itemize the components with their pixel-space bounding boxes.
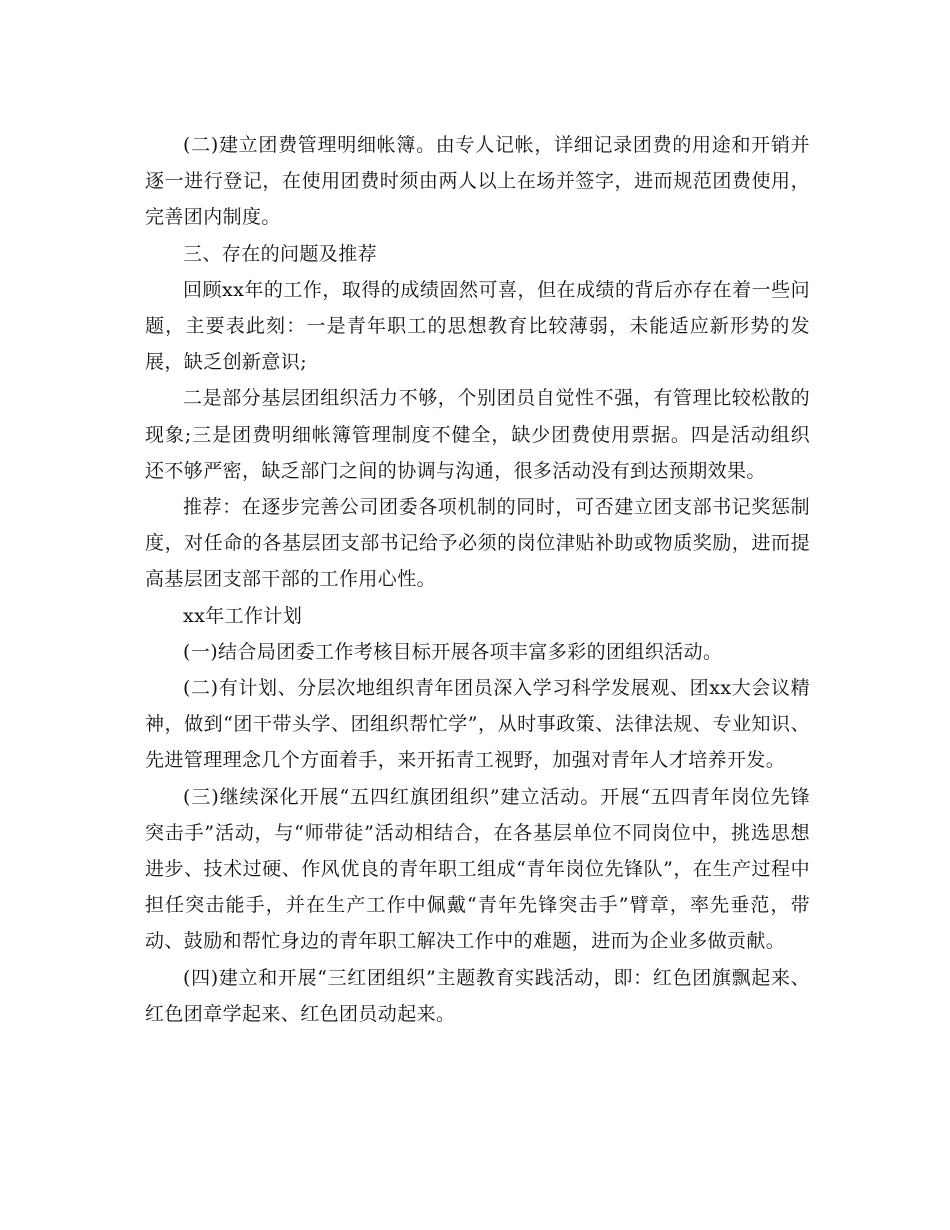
paragraph-team-fee-ledger: (二)建立团费管理明细帐簿。由专人记帐，详细记录团费的用途和开销并逐一进行登记，在使用团费时须由两人以上在场并签字，进而规范团费使用，完善团内制度。 xyxy=(145,134,810,229)
plan-item-1: (一)结合局团委工作考核目标开展各项丰富多彩的团组织活动。 xyxy=(183,640,723,663)
plan-item-2: (二)有计划、分层次地组织青年团员深入学习科学发展观、团xx大会议精神，做到“团干带头学、团组织帮忙学”，从时事政策、法律法规、专业知识、先进管理理念几个方面着手，来开拓青工视野，加强对青年人才培养开发。 xyxy=(145,677,810,772)
section-heading-work-plan: xx年工作计划 xyxy=(183,604,303,627)
plan-item-4: (四)建立和开展“三红团组织”主题教育实践活动，即：红色团旗飘起来、红色团章学起来、红色团员动起来。 xyxy=(145,966,810,1025)
paragraph-recommendation: 推荐：在逐步完善公司团委各项机制的同时，可否建立团支部书记奖惩制度，对任命的各基层团支部书记给予必须的岗位津贴补助或物质奖励，进而提高基层团支部干部的工作用心性。 xyxy=(145,496,810,591)
section-heading-problems: 三、存在的问题及推荐 xyxy=(183,242,378,265)
document-body xyxy=(145,127,810,1032)
plan-item-3: (三)继续深化开展“五四红旗团组织”建立活动。开展“五四青年岗位先锋突击手”活动，与“师带徒”活动相结合，在各基层单位不同岗位中，挑选思想进步、技术过硬、作风优良的青年职工组成“青年岗位先锋队”，在生产过程中担任突击能手，并在生产工作中佩戴“青年先锋突击手”臂章，率先垂范，带动、鼓励和帮忙身边的青年职工解决工作中的难题，进而为企业多做贡献。 xyxy=(145,785,810,953)
paragraph-problems-detail: 二是部分基层团组织活力不够，个别团员自觉性不强，有管理比较松散的现象;三是团费明细帐簿管理制度不健全，缺少团费使用票据。四是活动组织还不够严密，缺乏部门之间的协调与沟通，很多活动没有到达预期效果。 xyxy=(145,387,810,482)
paragraph-review: 回顾xx年的工作，取得的成绩固然可喜，但在成绩的背后亦存在着一些问题，主要表此刻：一是青年职工的思想教育比较薄弱，未能适应新形势的发展，缺乏创新意识; xyxy=(145,278,810,374)
